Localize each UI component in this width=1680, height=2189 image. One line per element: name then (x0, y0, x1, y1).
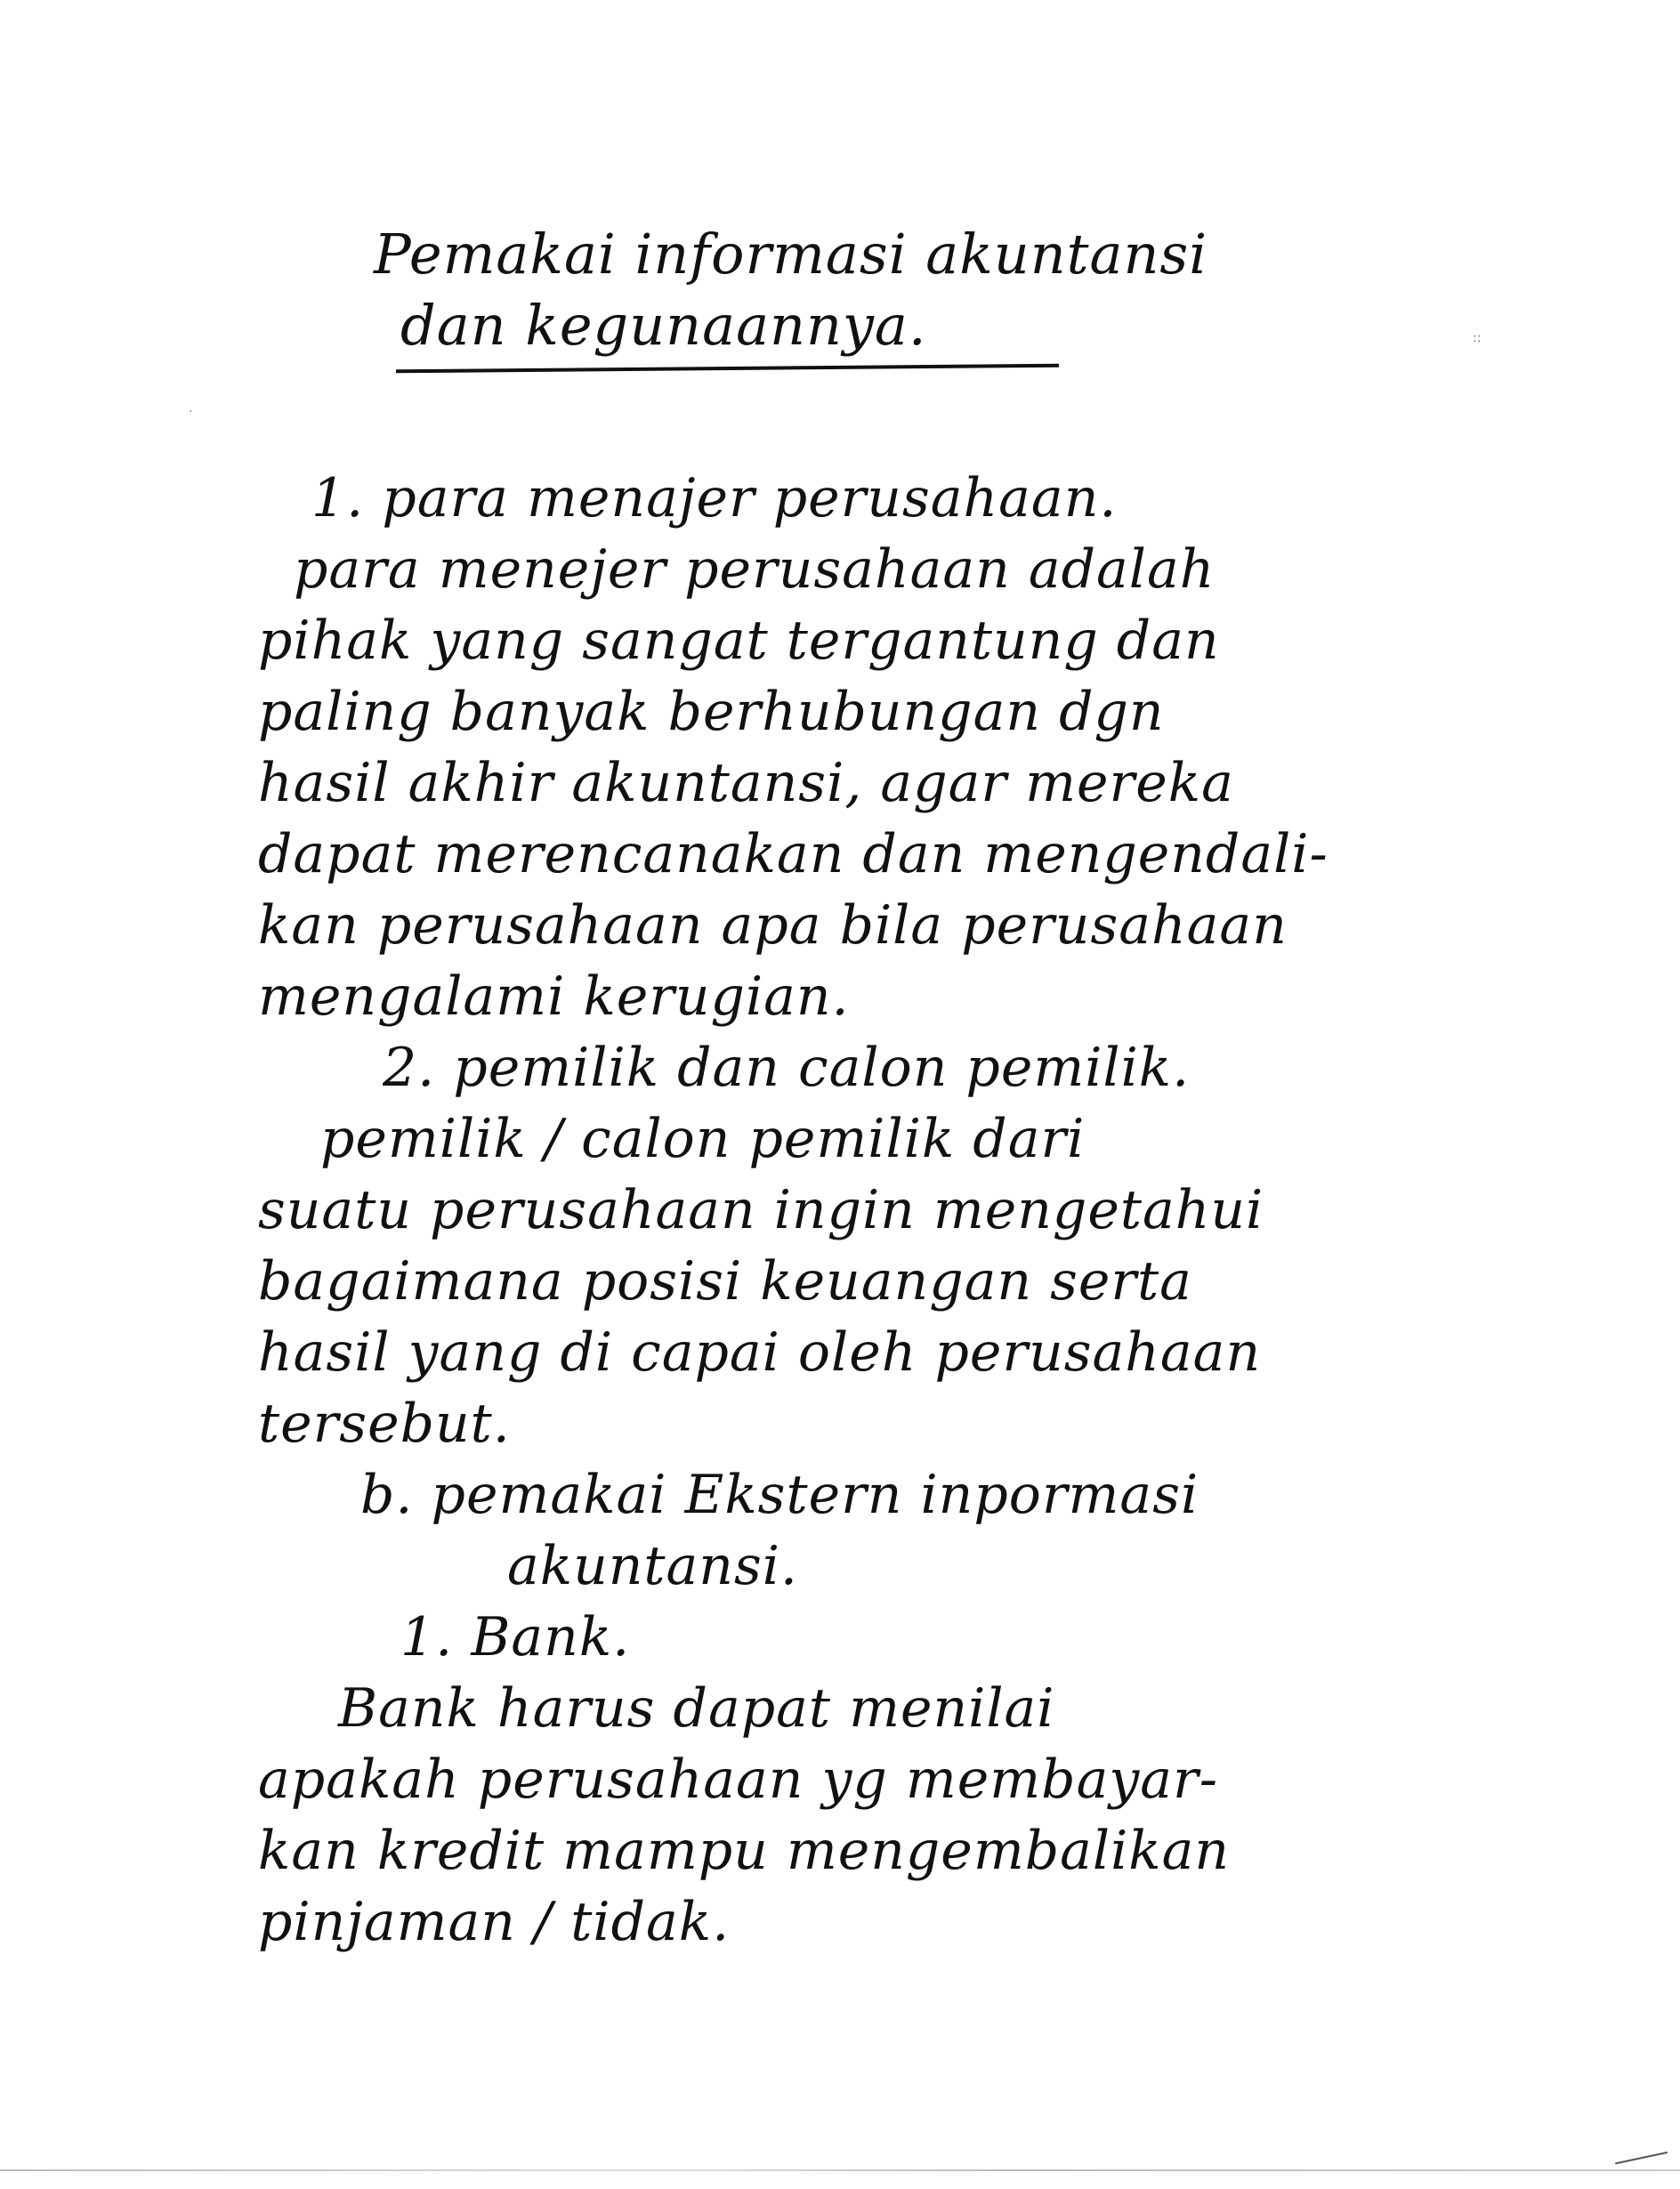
text-line: b. pemakai Ekstern inpormasi (360, 1464, 1199, 1526)
text-line: paling banyak berhubungan dgn (258, 681, 1165, 743)
text-line: pemilik / calon pemilik dari (320, 1108, 1086, 1170)
text-line: para menejer perusahaan adalah (294, 538, 1216, 601)
text-line: akuntansi. (507, 1535, 798, 1597)
text-line: kan perusahaan apa bila perusahaan (258, 894, 1288, 957)
heading-line-1: Pemakai informasi akuntansi (374, 222, 1208, 287)
scan-corner-mark (1615, 2152, 1670, 2177)
text-line: 1. para menajer perusahaan. (311, 467, 1118, 529)
heading-line-2: dan kegunaannya. (400, 293, 927, 358)
text-line: Bank harus dapat menilai (338, 1677, 1055, 1740)
text-line: hasil yang di capai oleh perusahaan (258, 1321, 1262, 1384)
scan-speck: · (189, 405, 193, 419)
scan-speck: :: (1473, 331, 1482, 345)
text-line: apakah perusahaan yg membayar- (258, 1749, 1218, 1811)
text-line: hasil akhir akuntansi, agar mereka (258, 752, 1234, 814)
heading-underline (396, 364, 1059, 374)
text-line: suatu perusahaan ingin mengetahui (258, 1179, 1264, 1241)
text-line: tersebut. (258, 1393, 511, 1455)
text-line: pinjaman / tidak. (258, 1891, 731, 1953)
text-line: 2. pemilik dan calon pemilik. (383, 1037, 1191, 1099)
text-line: mengalami kerugian. (258, 965, 850, 1028)
text-line: 1. Bank. (400, 1606, 631, 1668)
text-line: dapat merencanakan dan mengendali- (258, 823, 1329, 885)
scan-edge (0, 2169, 1680, 2171)
text-line: kan kredit mampu mengembalikan (258, 1820, 1231, 1882)
text-line: pihak yang sangat tergantung dan (258, 610, 1220, 672)
text-line: bagaimana posisi keuangan serta (258, 1250, 1192, 1313)
